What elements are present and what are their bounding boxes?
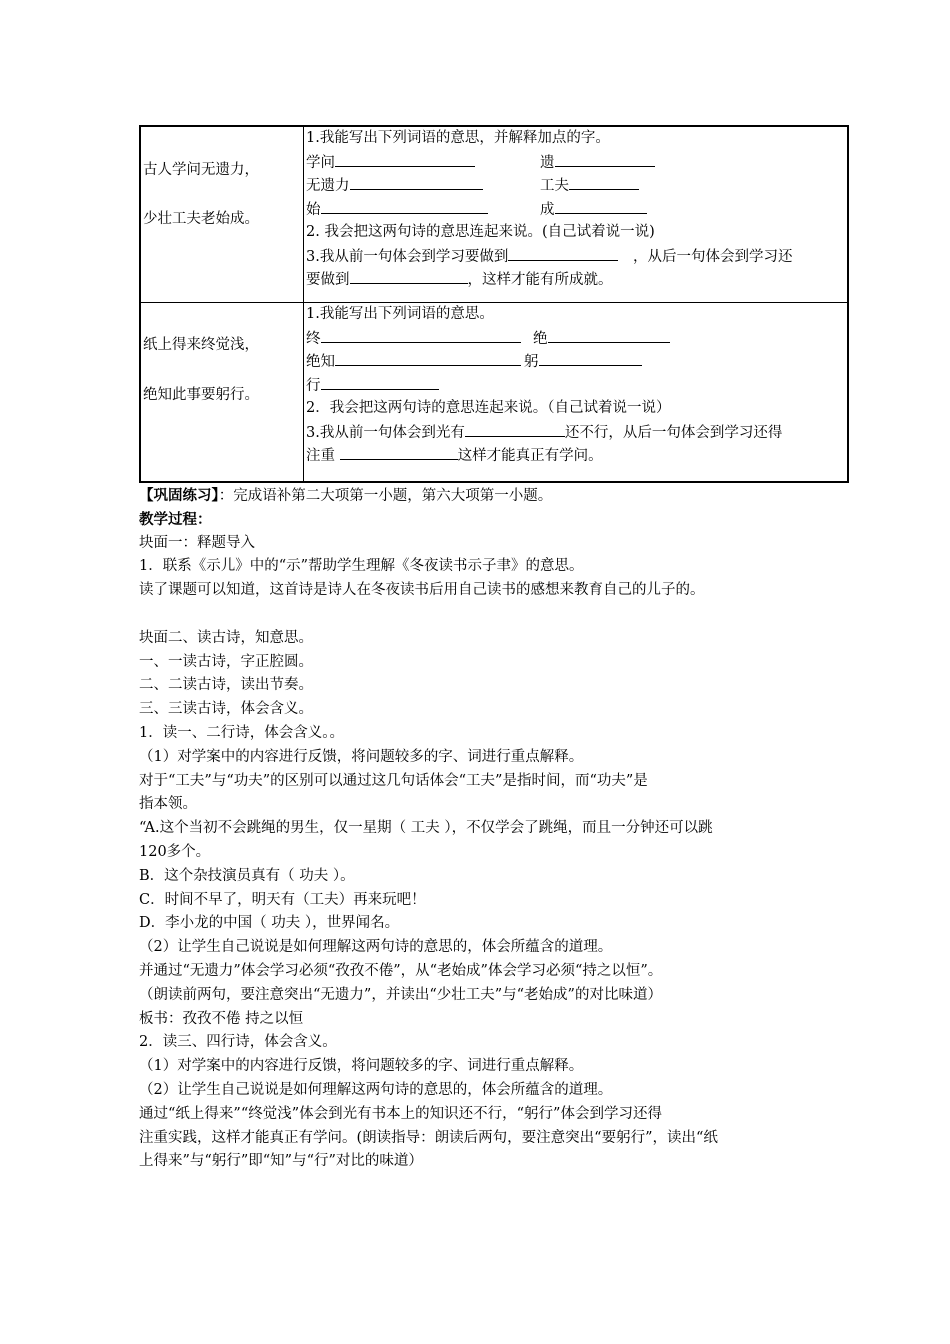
text-line: B．这个杂技演员真有（ 功夫 ）。 (139, 867, 355, 884)
answer-blank[interactable] (465, 421, 565, 437)
question-cell (304, 127, 847, 302)
text-line: 板书：孜孜不倦 持之以恒 (139, 1010, 304, 1027)
text-line: （朗读前两句，要注意突出“无遗力”，并读出“少壮工夫”与“老始成”的对比味道） (139, 986, 662, 1003)
question-1: 1.我能写出下列词语的意思。 (306, 306, 494, 322)
answer-blank[interactable] (539, 350, 642, 366)
answer-blank[interactable] (340, 444, 458, 460)
answer-blank[interactable] (555, 198, 647, 214)
text-line: 1．读一、二行诗，体会含义。。 (139, 724, 344, 741)
vocab-line: 绝知 躬 (306, 350, 847, 374)
vocab-line: 终 绝 (306, 327, 847, 351)
text-line: 并通过“无遗力”体会学习必须“孜孜不倦”，从“老始成”体会学习必须“持之以恒”。 (139, 962, 663, 979)
text-line: 指本领。 (139, 796, 197, 813)
poem-line: 纸上得来终觉浅， (143, 337, 259, 353)
poem-line: 绝知此事要躬行。 (143, 387, 259, 403)
answer-blank[interactable] (548, 327, 670, 343)
text-line: 注重实践，这样才能真正有学问。(朗读指导：朗读后两句，要注意突出“要躬行”，读出“纸 (139, 1129, 718, 1146)
answer-blank[interactable] (350, 268, 468, 284)
text-line: “A.这个当初不会跳绳的男生，仅一星期（ 工夫 ），不仅学会了跳绳，而且一分钟还可以跳 (139, 820, 713, 837)
text-line: 二、二读古诗，读出节奏。 (139, 677, 313, 694)
question-3-cont: 注重 这样才能真正有学问。 (306, 444, 847, 468)
answer-blank[interactable] (335, 350, 521, 366)
answer-blank[interactable] (321, 198, 488, 214)
practice-line: 【巩固练习】：完成语补第二大项第一小题，第六大项第一小题。 (139, 487, 553, 504)
text-line: （1）对学案中的内容进行反馈，将问题较多的字、词进行重点解释。 (139, 748, 584, 765)
question-3: 3.我从前一句体会到光有 还不行，从后一句体会到学习还得 (306, 421, 847, 445)
vocab-line: 学问 遗 (306, 151, 847, 175)
poem-line: 古人学问无遗力， (143, 162, 259, 178)
text-line: （2）让学生自己说说是如何理解这两句诗的意思的，体会所蕴含的道理。 (139, 939, 613, 956)
text-line: （1）对学案中的内容进行反馈，将问题较多的字、词进行重点解释。 (139, 1058, 584, 1075)
table-row (141, 127, 847, 303)
poem-line: 少壮工夫老始成。 (143, 211, 259, 227)
text-line: 上得来”与“躬行”即“知”与“行”对比的味道） (139, 1153, 423, 1170)
text-line: 读了课题可以知道，这首诗是诗人在冬夜读书后用自己读书的感想来教育自己的儿子的。 (139, 582, 705, 599)
text-line: 块面二、读古诗，知意思。 (139, 629, 313, 646)
text-line: （2）让学生自己说说是如何理解这两句诗的意思的，体会所蕴含的道理。 (139, 1081, 613, 1098)
question-1: 1.我能写出下列词语的意思，并解释加点的字。 (306, 130, 610, 146)
poem-cell (141, 303, 304, 481)
answer-blank[interactable] (555, 151, 655, 167)
process-lines (139, 532, 819, 1175)
answer-blank[interactable] (569, 174, 639, 190)
practice-label: 【巩固练习】 (139, 487, 219, 504)
text-line: 一、一读古诗，字正腔圆。 (139, 653, 313, 670)
text-line: D．李小龙的中国（ 功夫 ），世界闻名。 (139, 915, 400, 932)
question-3: 3.我从前一句体会到学习要做到 ，从后一句体会到学习还 (306, 245, 847, 269)
answer-blank[interactable] (350, 174, 483, 190)
question-2: 2．我会把这两句诗的意思连起来说。（自己试着说一说） (306, 400, 671, 416)
table-row (141, 303, 847, 481)
answer-blank[interactable] (508, 245, 618, 261)
text-line (139, 603, 819, 627)
question-2: 2. 我会把这两句诗的意思连起来说。(自己试着说一说) (306, 224, 655, 240)
process-title: 教学过程： (139, 510, 212, 528)
text-line: 1．联系《示儿》中的“示”帮助学生理解《冬夜读书示子聿》的意思。 (139, 558, 584, 575)
text-line: 2．读三、四行诗，体会含义。 (139, 1034, 337, 1051)
text-line: 对于“工夫”与“功夫”的区别可以通过这几句话体会“工夫”是指时间，而“功夫”是 (139, 772, 648, 789)
vocab-line: 无遗力 工夫 (306, 174, 847, 198)
poem-cell (141, 127, 304, 302)
question-cell (304, 303, 847, 481)
question-3-cont: 要做到 ，这样才能有所成就。 (306, 268, 847, 292)
vocab-line: 始 成 (306, 198, 847, 222)
text-line: 120多个。 (139, 843, 211, 860)
answer-blank[interactable] (321, 327, 521, 343)
answer-blank[interactable] (321, 374, 439, 390)
text-line: 三、三读古诗，体会含义。 (139, 701, 313, 718)
answer-blank[interactable] (335, 151, 475, 167)
text-line: 块面一：释题导入 (139, 534, 255, 551)
lesson-body (139, 484, 819, 1174)
text-line: C．时间不早了，明天有（工夫）再来玩吧！ (139, 891, 426, 908)
text-line: 通过“纸上得来”“终觉浅”体会到光有书本上的知识还不行，“躬行”体会到学习还得 (139, 1105, 662, 1122)
vocab-line: 行 (306, 374, 847, 398)
exercise-table (139, 125, 849, 483)
